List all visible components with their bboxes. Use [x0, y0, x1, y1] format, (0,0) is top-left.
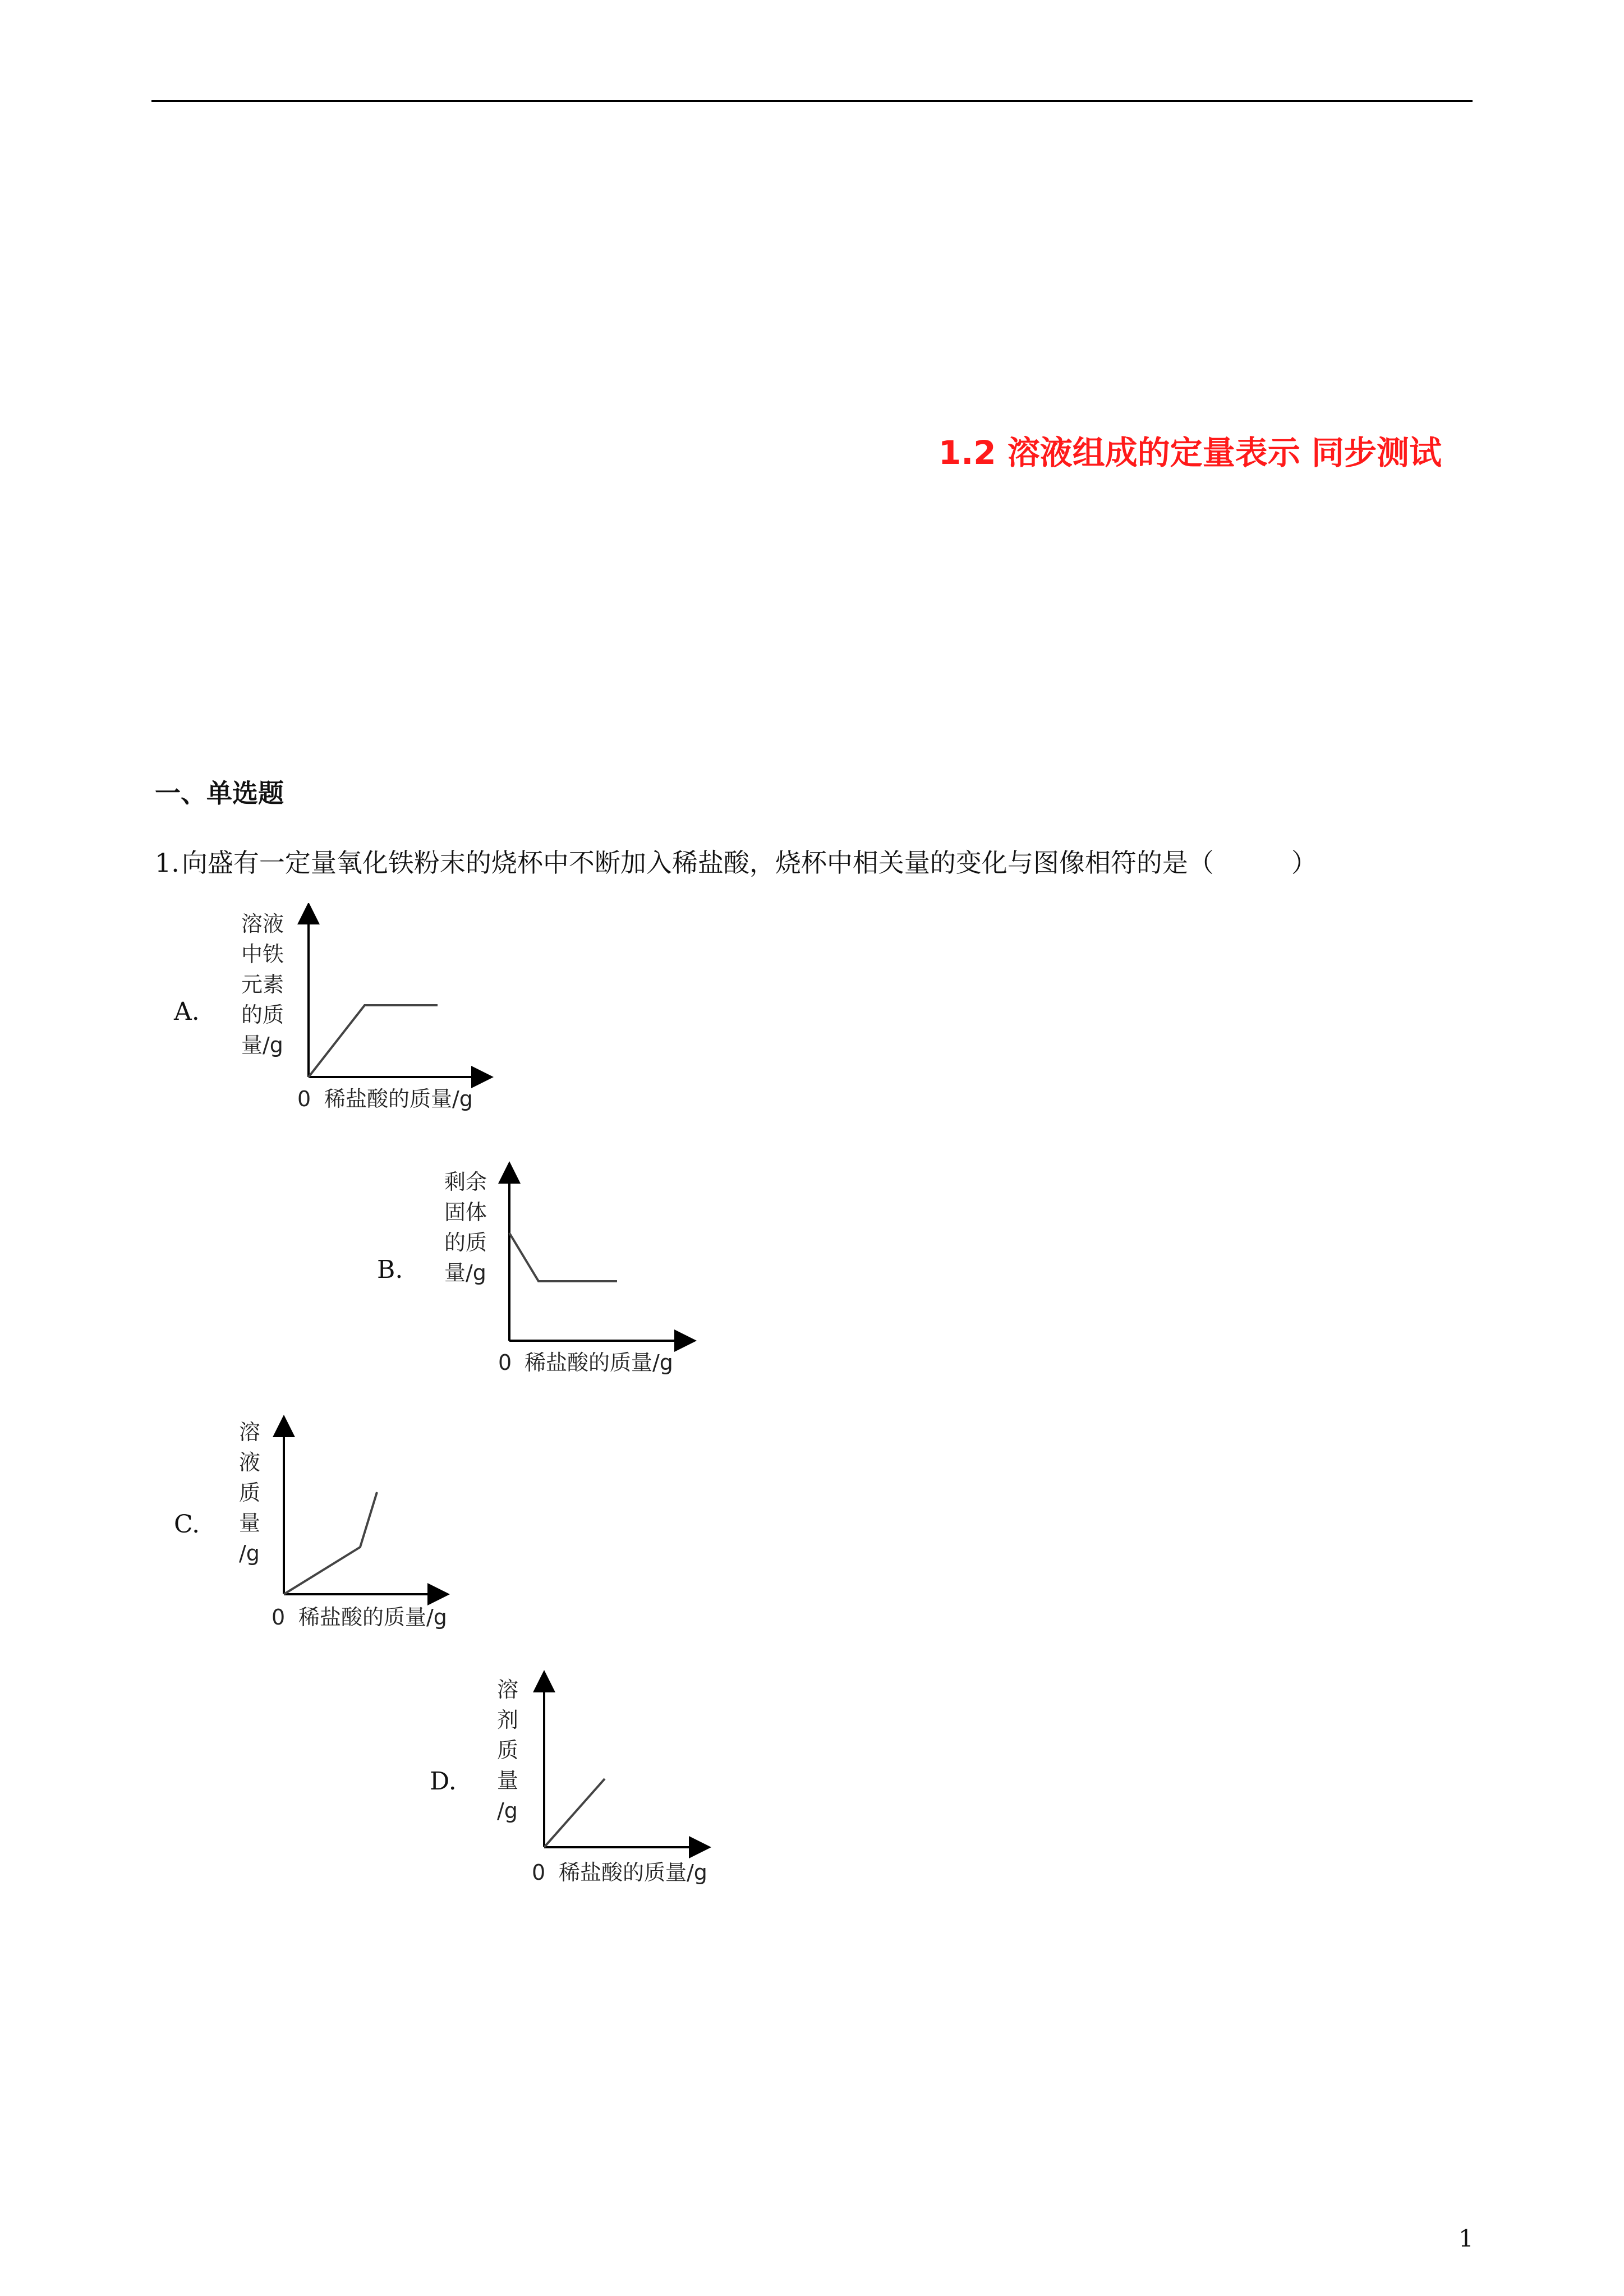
question-number: 1. [155, 848, 180, 878]
page-number: 1 [1459, 2225, 1474, 2252]
question-1 [155, 843, 1317, 880]
option-d-ylabel-line: 质 [497, 1738, 519, 1763]
option-d-ylabel-line: /g [497, 1798, 518, 1823]
option-d-letter[interactable]: D. [430, 1767, 457, 1796]
question-text: 向盛有一定量氧化铁粉末的烧杯中不断加入稀盐酸，烧杯中相关量的变化与图像相符的是（ ） [181, 848, 1317, 878]
option-b-ylabel-line: 量/g [444, 1260, 486, 1285]
option-a-curve [309, 1005, 438, 1077]
option-c-origin: 0 [272, 1605, 286, 1630]
option-d-curve [544, 1779, 605, 1847]
option-c-ylabel-line: /g [239, 1541, 260, 1566]
option-a-ylabel-line: 量/g [241, 1033, 283, 1057]
option-a-graph[interactable] [230, 903, 499, 1128]
option-a-ylabel-line: 元素 [241, 972, 284, 997]
option-b-curve [509, 1233, 617, 1281]
page-title: 1.2 溶液组成的定量表示 同步测试 [938, 434, 1442, 472]
option-c-ylabel-line: 液 [239, 1450, 261, 1475]
option-c-letter[interactable]: C. [174, 1510, 200, 1539]
option-a-letter[interactable]: A. [174, 997, 200, 1026]
option-b-ylabel-line: 剩余 [444, 1170, 487, 1194]
option-d-ylabel-line: 量 [497, 1768, 519, 1793]
option-a-ylabel-line: 中铁 [241, 942, 284, 967]
option-c-ylabel-line: 质 [239, 1480, 261, 1505]
option-c-curve [284, 1492, 377, 1594]
section-heading: 一、单选题 [155, 778, 284, 808]
header-rule [151, 100, 1473, 102]
option-b-letter[interactable]: B. [377, 1255, 403, 1284]
option-c-ylabel-line: 量 [239, 1511, 261, 1535]
option-d-graph[interactable] [488, 1669, 735, 1893]
option-d-xlabel: 稀盐酸的质量/g [559, 1860, 707, 1885]
option-a-ylabel-line: 溶液 [241, 912, 284, 936]
option-d-origin: 0 [532, 1860, 546, 1885]
option-c-ylabel-line: 溶 [239, 1420, 261, 1444]
option-d-ylabel-line: 剂 [497, 1708, 519, 1732]
option-b-ylabel-line: 固体 [444, 1200, 487, 1225]
option-c-graph[interactable] [230, 1414, 477, 1638]
option-a-xlabel: 稀盐酸的质量/g [324, 1087, 473, 1111]
option-d-ylabel-line: 溶 [497, 1677, 519, 1702]
option-b-graph[interactable] [432, 1161, 707, 1386]
option-a-origin: 0 [297, 1087, 311, 1111]
option-b-origin: 0 [498, 1350, 512, 1375]
option-c-xlabel: 稀盐酸的质量/g [298, 1605, 447, 1630]
option-b-ylabel-line: 的质 [444, 1230, 487, 1255]
option-b-xlabel: 稀盐酸的质量/g [525, 1350, 673, 1375]
option-a-ylabel-line: 的质 [241, 1002, 284, 1027]
